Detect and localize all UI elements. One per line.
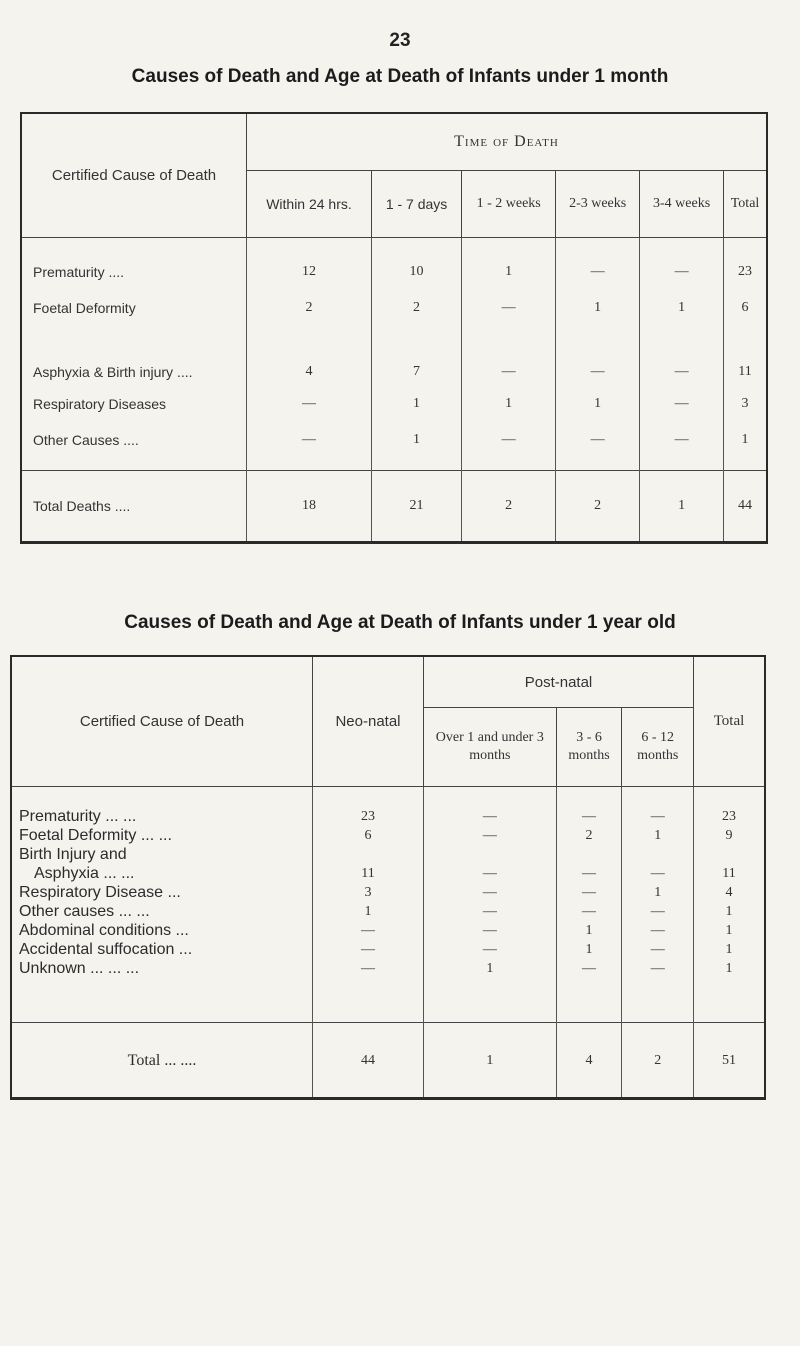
t2-cell: — (622, 940, 694, 959)
t1-cell: 2 (371, 290, 461, 326)
t2-cell: 9 (694, 826, 766, 845)
t2-cell: 1 (694, 921, 766, 940)
t2-cell: — (556, 902, 622, 921)
t1-cell: 1 (371, 422, 461, 471)
t2-cell: 11 (694, 864, 766, 883)
t1-cell: — (462, 290, 556, 326)
t2-cell: — (622, 787, 694, 827)
t1-cause-cell: Respiratory Diseases (33, 396, 167, 412)
t2-header-total: Total (694, 656, 766, 787)
table-row (11, 902, 765, 921)
t2-cell: 1 (556, 940, 622, 959)
table2-title: Causes of Death and Age at Death of Infants under 1 year old (124, 612, 676, 633)
t1-cause-cell: Prematurity .... (33, 264, 125, 280)
t2-cell: — (424, 787, 557, 827)
t1-cell: 2 (247, 290, 372, 326)
t2-cell: 1 (694, 940, 766, 959)
t2-total-cell: 4 (556, 1023, 622, 1099)
t2-cell: — (313, 940, 424, 959)
infant-under-1-year-table (10, 655, 766, 1100)
t1-cause-cell: Asphyxia & Birth injury .... (33, 364, 193, 380)
t2-cell: 1 (622, 826, 694, 845)
table-row (21, 422, 767, 471)
t2-cell: 23 (313, 787, 424, 827)
t2-total-cell: 1 (424, 1023, 557, 1099)
t2-cell: — (622, 959, 694, 1023)
t1-cell: — (556, 422, 640, 471)
t2-cell: — (424, 826, 557, 845)
t2-cause-cell: Prematurity ... ... (19, 808, 137, 825)
t2-cause-cell: Unknown ... ... ... (19, 960, 140, 977)
t2-cell: — (622, 864, 694, 883)
t1-cell: 1 (640, 290, 724, 326)
table-row (21, 326, 767, 386)
t2-cell: — (556, 864, 622, 883)
t2-cause-cell: Foetal Deformity ... ... (19, 827, 172, 844)
t2-cell: 23 (694, 787, 766, 827)
table-row (11, 845, 765, 864)
infant-under-1-month-table (20, 112, 768, 544)
t2-cell: 4 (694, 883, 766, 902)
t1-cell: — (640, 422, 724, 471)
t2-header-neo-natal: Neo-natal (313, 656, 424, 787)
t1-cell: — (462, 422, 556, 471)
t1-cell: 1 (556, 290, 640, 326)
t1-header-time-of-death: Time of Death (247, 113, 768, 171)
table-row (21, 386, 767, 422)
t1-col-header: Within 24 hrs. (247, 171, 372, 238)
t1-cell: 23 (724, 238, 767, 291)
t1-cell: — (556, 238, 640, 291)
t1-cell: — (247, 386, 372, 422)
t1-total-cell: 2 (462, 471, 556, 543)
t2-cell (424, 845, 557, 864)
t2-cell: — (424, 883, 557, 902)
total-row (11, 1023, 765, 1099)
table-row (11, 826, 765, 845)
table-row (11, 959, 765, 1023)
t2-cause-cell: Respiratory Disease ... (19, 884, 181, 901)
t2-cell: — (424, 921, 557, 940)
t2-cause-cell: Accidental suffocation ... (19, 941, 193, 958)
t2-cell: — (622, 921, 694, 940)
table-row (11, 864, 765, 883)
t1-cell: — (640, 326, 724, 386)
t1-cell: — (462, 326, 556, 386)
t2-header-post-natal: Post-natal (424, 656, 694, 708)
t2-cell: — (313, 959, 424, 1023)
t2-cell: 6 (313, 826, 424, 845)
t2-cell: 2 (556, 826, 622, 845)
t2-cell: — (424, 940, 557, 959)
t1-cell: 1 (462, 238, 556, 291)
t2-total-cell: 51 (694, 1023, 766, 1099)
t2-cell: — (313, 921, 424, 940)
t1-cell: 11 (724, 326, 767, 386)
t2-cause-cell: Other causes ... ... (19, 903, 150, 920)
t2-cell: 1 (556, 921, 622, 940)
table-row (11, 787, 765, 827)
t2-cell (622, 845, 694, 864)
table-row (21, 290, 767, 326)
t2-cell: — (556, 959, 622, 1023)
t1-total-cell: 1 (640, 471, 724, 543)
t2-header-cause: Certified Cause of Death (11, 656, 313, 787)
t2-cell: — (424, 864, 557, 883)
t1-cell: 6 (724, 290, 767, 326)
t1-cell: 1 (724, 422, 767, 471)
t1-cell: 1 (556, 386, 640, 422)
t1-cell: 1 (371, 386, 461, 422)
t2-cell: 1 (313, 902, 424, 921)
t2-cell: 1 (694, 959, 766, 1023)
t2-cause-cell: Abdominal conditions ... (19, 922, 189, 939)
t2-cell: — (556, 883, 622, 902)
t2-cell (313, 845, 424, 864)
t1-cell: 3 (724, 386, 767, 422)
t1-cell: — (247, 422, 372, 471)
t1-cause-cell: Other Causes .... (33, 432, 139, 448)
t2-cell (556, 845, 622, 864)
t1-col-header: 1 - 7 days (371, 171, 461, 238)
t2-total-cell: 2 (622, 1023, 694, 1099)
t2-cell: — (556, 787, 622, 827)
t2-cell: — (622, 902, 694, 921)
t1-cell: — (640, 238, 724, 291)
t2-cause-cell: Asphyxia ... ... (34, 865, 135, 882)
t1-total-cell: 21 (371, 471, 461, 543)
table-row (11, 940, 765, 959)
t1-total-cell: 2 (556, 471, 640, 543)
t2-col-header: 3 - 6 months (556, 708, 622, 787)
t1-cell: 4 (247, 326, 372, 386)
t1-cell: — (640, 386, 724, 422)
table-row (11, 883, 765, 902)
t1-col-header: 2-3 weeks (556, 171, 640, 238)
t1-cause-cell: Foetal Deformity (33, 300, 136, 316)
t2-col-header: 6 - 12 months (622, 708, 694, 787)
t2-cell: 1 (694, 902, 766, 921)
t2-cell: 3 (313, 883, 424, 902)
t2-total-cell: 44 (313, 1023, 424, 1099)
t1-total-cell: 18 (247, 471, 372, 543)
t1-col-header: 1 - 2 weeks (462, 171, 556, 238)
t2-cell (694, 845, 766, 864)
table1-title: Causes of Death and Age at Death of Infants under 1 month (131, 66, 669, 87)
total-row (21, 471, 767, 543)
t1-col-header: 3-4 weeks (640, 171, 724, 238)
t1-total-cell: 44 (724, 471, 767, 543)
t1-total-label: Total Deaths .... (21, 471, 247, 543)
t1-cell: 12 (247, 238, 372, 291)
t1-header-cause: Certified Cause of Death (21, 113, 247, 238)
table-row (21, 238, 767, 291)
t1-col-header: Total (724, 171, 767, 238)
t2-cell: 11 (313, 864, 424, 883)
t1-cell: — (556, 326, 640, 386)
t2-cause-cell: Birth Injury and (19, 846, 127, 863)
t1-cell: 7 (371, 326, 461, 386)
t2-cell: 1 (622, 883, 694, 902)
t2-col-header: Over 1 and under 3 months (424, 708, 557, 787)
t2-total-label: Total ... .... (11, 1023, 313, 1099)
t2-cell: — (424, 902, 557, 921)
page-number: 23 (389, 30, 411, 51)
t2-cell: 1 (424, 959, 557, 1023)
t1-cell: 10 (371, 238, 461, 291)
table-row (11, 921, 765, 940)
t1-cell: 1 (462, 386, 556, 422)
